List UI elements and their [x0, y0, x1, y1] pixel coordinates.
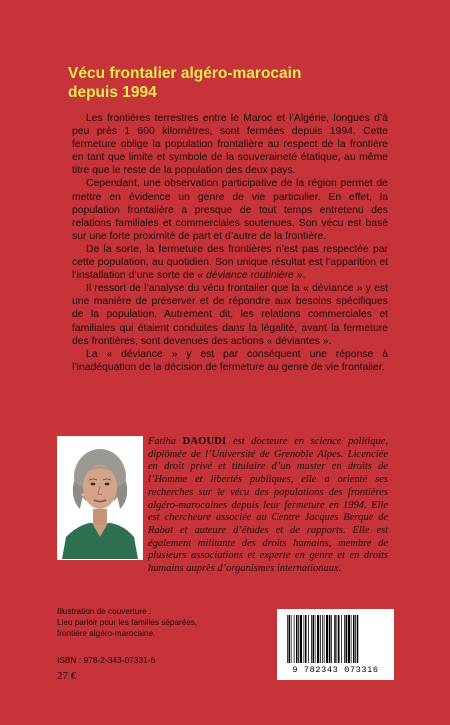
barcode-stripe [329, 615, 331, 663]
barcode-stripe [289, 615, 291, 663]
author-first-name: Fatiha [148, 436, 176, 447]
barcode-stripe [313, 615, 315, 663]
barcode-stripe [287, 615, 288, 663]
bio-part-1: est docteure en science politique, diplômée de l’Université de Grenoble Alpes. Licenciée en droit privé et titulaire d’un master en droits de l’Homme et libertés publiques, elle a orienté ses recherches sur le vécu des populations des frontières algéro-marocaines depuis leur fermeture en 1994. [148, 436, 388, 511]
barcode-stripe [320, 615, 321, 663]
credit-line-1: Illustration de couverture : [57, 607, 152, 616]
barcode-stripe [304, 615, 305, 663]
summary-paragraph-3 [72, 243, 388, 282]
barcode-stripe [322, 615, 323, 663]
barcode-stripe [296, 615, 298, 663]
barcode-stripe [357, 615, 359, 663]
barcode-stripe [353, 615, 355, 663]
summary-paragraph-4: Il ressort de l’analyse du vécu frontalier que la « déviance » y est une manière de préserver et de répondre aux besoins spécifiques de la population. Autrement dit, les relations commerciales et familiales qui étaient conduites dans la légalité, avant la fermeture des frontières, sont devenues des actions « déviantes ». [72, 283, 388, 347]
summary-paragraph-1: Les frontières terrestres entre le Maroc et l’Algérie, longues d’à peu près 1 600 kilomètres, sont fermées depuis 1994. Cette fermeture oblige la population frontalière au respect de la frontière en tant que limite et symbole de la souveraineté étatique, au même titre que le reste de la population des deux pays. [72, 113, 388, 177]
barcode-stripe [294, 615, 295, 663]
barcode-number: 9 782343 073316 [292, 665, 379, 675]
credit-line-2: Lieu parloir pour les familles séparées, [57, 617, 198, 627]
summary-paragraph-2: Cependant, une observation participative de la région permet de mettre en évidence un genre de vie particulier. En effet, la population frontalière a presque de tout temps entretenu des relations familiales et commerciales soutenues. Son vécu est basé sur une forte proximité de part et d’autre de la frontière. [72, 178, 388, 242]
barcode-stripe [351, 615, 352, 663]
title-line-1: Vécu frontalier algéro-marocain [68, 65, 302, 82]
barcode-stripe [305, 615, 307, 663]
barcode-stripe [326, 615, 328, 663]
paragraph-3-start: De la sorte, la fermeture des frontières n’est pas respectée par cette population, au quotidien. Son unique résultat est l’apparition et l’installation d’une sorte de [72, 243, 388, 282]
barcode-stripe [311, 615, 312, 663]
author-biography [148, 436, 388, 576]
barcode-stripe [341, 615, 342, 663]
author-last-name: DAOUDI [182, 436, 227, 447]
barcode-stripe [331, 615, 332, 663]
summary-paragraph-5: La « déviance » y est par conséquent une réponse à l’inadéquation de la décision de fermeture au genre de vie frontalier. [72, 348, 388, 373]
barcode-stripe [315, 615, 316, 663]
paragraph-3-emphasis: « déviance routinière » [197, 270, 303, 282]
summary-text [72, 112, 388, 374]
book-title [68, 64, 388, 102]
barcode-stripe [300, 615, 302, 663]
barcode-stripe [334, 615, 336, 663]
barcode-stripe [348, 615, 350, 663]
barcode-stripe [338, 615, 340, 663]
barcode-stripe [355, 615, 356, 663]
author-photo [57, 436, 143, 560]
paragraph-3-end: . [302, 270, 306, 282]
bio-part-2: Elle est chercheure associée au Centre Jacques Berque de Rabat et auteure d’études et de rapports. Elle est également militante des droits humains, membre de plusieurs associations et experte en genre et en droits humains auprès d’organismes internationaux. [148, 499, 389, 575]
isbn: ISBN : 978-2-343-07331-6 [57, 655, 156, 665]
barcode-stripe [291, 615, 292, 663]
credit-line-3: frontière algéro-marocaine. [57, 628, 156, 638]
barcode-stripe [308, 615, 309, 663]
barcode-bars [287, 615, 386, 663]
barcode-stripe [317, 615, 319, 663]
barcode-stripe [324, 615, 325, 663]
price: 27 € [57, 670, 77, 682]
cover-illustration-credit [57, 607, 257, 639]
barcode-stripe [346, 615, 348, 663]
barcode [277, 609, 394, 680]
title-line-2: depuis 1994 [68, 84, 157, 101]
barcode-stripe [298, 615, 299, 663]
barcode-stripe [337, 615, 338, 663]
barcode-stripe [344, 615, 345, 663]
